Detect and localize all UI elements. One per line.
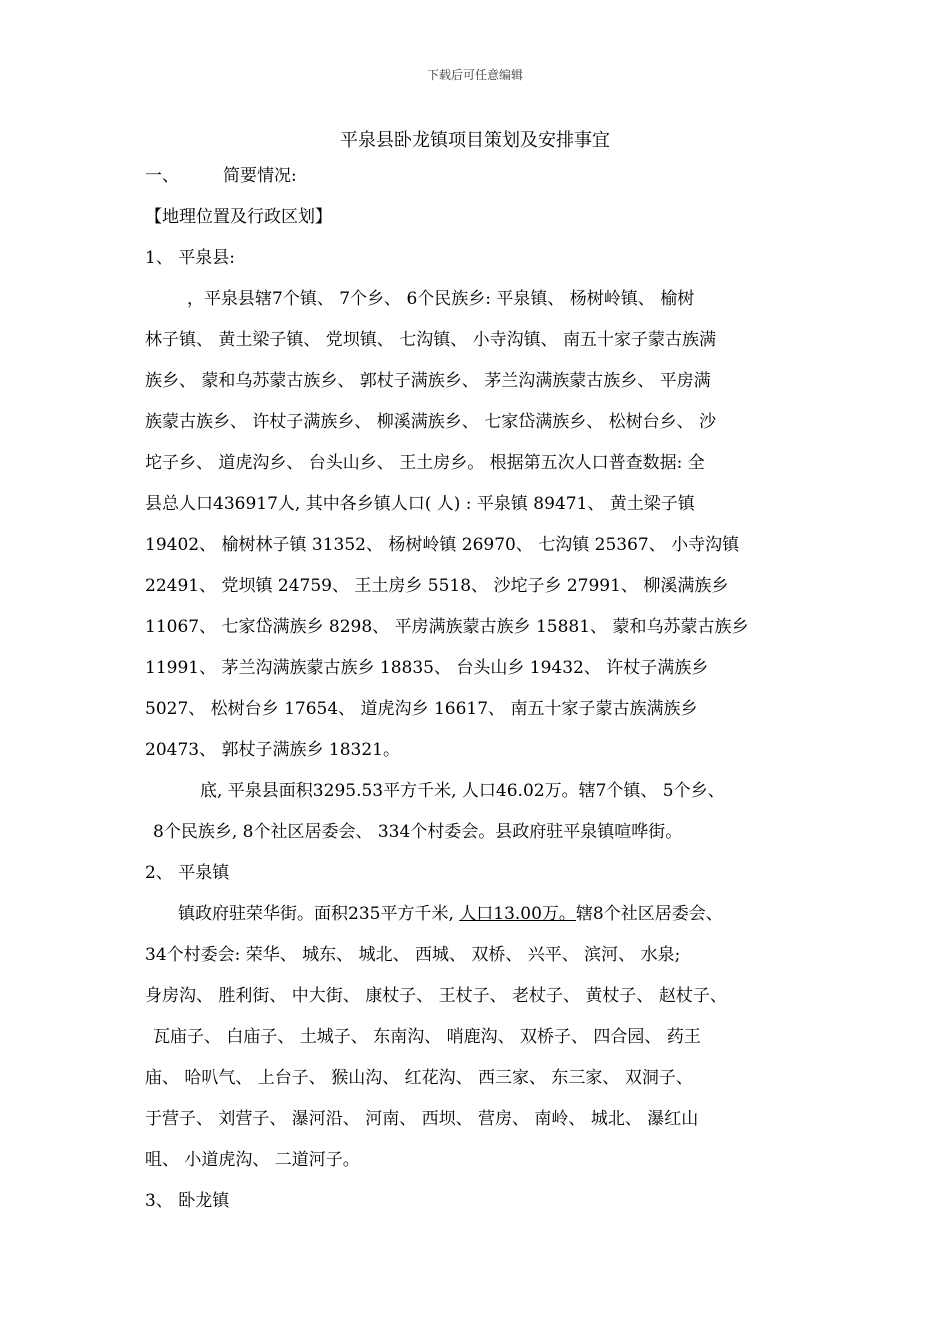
paragraph-line: 县总人口436917人, 其中各乡镇人口( 人) : 平泉镇 89471、 黄土梁子镇	[145, 494, 695, 514]
subheading: 【地理位置及行政区划】	[145, 207, 332, 227]
item-heading-1: 1、 平泉县:	[145, 248, 235, 268]
paragraph-line: 11067、 七家岱满族乡 8298、 平房满族蒙古族乡 15881、 蒙和乌苏蒙古族乡	[145, 617, 749, 637]
paragraph-line: 身房沟、 胜利街、 中大街、 康杖子、 王杖子、 老杖子、 黄杖子、 赵杖子、	[145, 986, 727, 1006]
paragraph-line: 庙、 哈叭气、 上台子、 猴山沟、 红花沟、 西三家、 东三家、 双洞子、	[145, 1068, 693, 1088]
paragraph-line: 11991、 茅兰沟满族蒙古族乡 18835、 台头山乡 19432、 许杖子满族乡	[145, 658, 709, 678]
header-note: 下载后可任意编辑	[426, 68, 523, 82]
section-label: 简要情况:	[223, 166, 297, 186]
paragraph-line: 族乡、 蒙和乌苏蒙古族乡、 郭杖子满族乡、 茅兰沟满族蒙古族乡、 平房满	[145, 371, 711, 391]
paragraph-line: ，平泉县辖7个镇、 7个乡、 6个民族乡: 平泉镇、 杨树岭镇、 榆树	[187, 289, 695, 309]
paragraph-line: 34个村委会: 荣华、 城东、 城北、 西城、 双桥、 兴平、 滨河、 水泉;	[145, 945, 681, 965]
paragraph-line: 22491、 党坝镇 24759、 王土房乡 5518、 沙坨子乡 27991、 柳溪满族乡	[145, 576, 729, 596]
document-title: 平泉县卧龙镇项目策划及安排事宜	[340, 130, 610, 151]
paragraph-line: 瓦庙子、 白庙子、 土城子、 东南沟、 哨鹿沟、 双桥子、 四合园、 药王	[153, 1027, 701, 1047]
text-run: 镇政府驻荣华街。面积235平方千米,	[178, 904, 460, 924]
section-number: 一、	[145, 166, 179, 186]
underlined-text: 人口13.00万。	[459, 904, 576, 924]
item-heading-3: 3、 卧龙镇	[145, 1191, 230, 1211]
paragraph-line: 5027、 松树台乡 17654、 道虎沟乡 16617、 南五十家子蒙古族满族乡	[145, 699, 698, 719]
paragraph-line: 底, 平泉县面积3295.53平方千米, 人口46.02万。辖7个镇、 5个乡、	[200, 781, 725, 801]
paragraph-line: 坨子乡、 道虎沟乡、 台头山乡、 王土房乡。 根据第五次人口普查数据: 全	[145, 453, 705, 473]
paragraph-line: 咀、 小道虎沟、 二道河子。	[145, 1150, 360, 1170]
paragraph-line: 8个民族乡, 8个社区居委会、 334个村委会。县政府驻平泉镇喧哗街。	[153, 822, 683, 842]
paragraph-line: 族蒙古族乡、 许杖子满族乡、 柳溪满族乡、 七家岱满族乡、 松树台乡、 沙	[145, 412, 717, 432]
text-run: 辖8个社区居委会、	[575, 904, 723, 924]
section-heading	[145, 165, 815, 187]
paragraph-line: 于营子、 刘营子、 瀑河沿、 河南、 西坝、 营房、 南岭、 城北、 瀑红山	[145, 1109, 699, 1129]
item-heading-2: 2、 平泉镇	[145, 863, 230, 883]
paragraph-line: 20473、 郭杖子满族乡 18321。	[145, 740, 400, 760]
paragraph-line: 林子镇、 黄土梁子镇、 党坝镇、 七沟镇、 小寺沟镇、 南五十家子蒙古族满	[145, 330, 717, 350]
paragraph-line: 19402、 榆树林子镇 31352、 杨树岭镇 26970、 七沟镇 25367、 小寺沟镇	[145, 535, 740, 555]
paragraph-line	[178, 903, 848, 925]
